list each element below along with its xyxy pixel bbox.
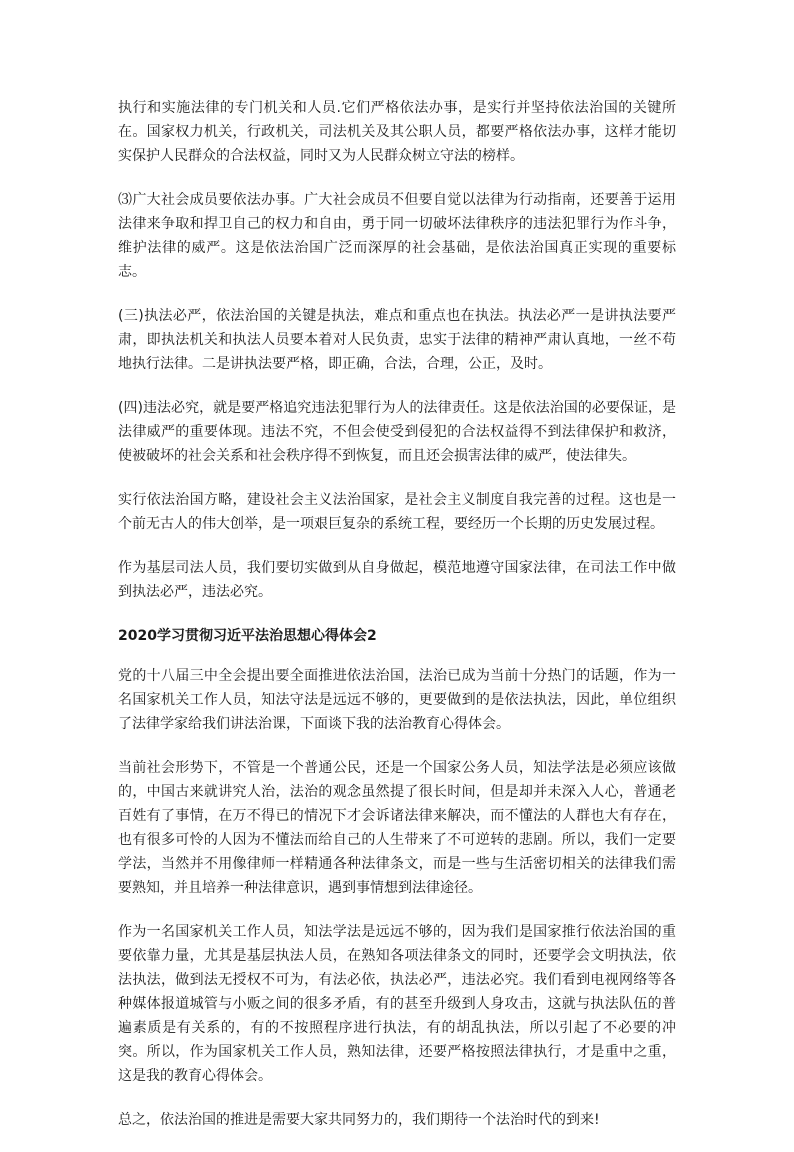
paragraph: 作为基层司法人员，我们要切实做到从自身做起，模范地遵守国家法律，在司法工作中做到执法必严，违法必究。 [118,560,676,600]
paragraph: 总之，依法治国的推进是需要大家共同努力的，我们期待一个法治时代的到来! [118,1112,600,1128]
paragraph: (四)违法必究，就是要严格追究违法犯罪行为人的法律责任。这是依法治国的必要保证，是法律威严的重要体现。违法不究，不但会使受到侵犯的合法权益得不到法律保护和救济，使被破坏的社会关系和社会秩序得不到恢复，而且还会损害法律的威严，使法律失。 [118,400,676,464]
paragraph: 作为一名国家机关工作人员，知法学法是远远不够的，因为我们是国家推行依法治国的重要依靠力量，尤其是基层执法人员，在熟知各项法律条文的同时，还要学会文明执法，依法执法，做到法无授权不可为，有法必依，执法必严，违法必究。我们看到电视网络等各种媒体报道城管与小贩之间的很多矛盾，有的甚至升级到人身攻击，这就与执法队伍的普遍素质是有关系的，有的不按照程序进行执法，有的胡乱执法，所以引起了不必要的冲突。所以，作为国家机关工作人员，熟知法律，还要严格按照法律执行，才是重中之重，这是我的教育心得体会。 [118,924,676,1084]
paragraph: 党的十八届三中全会提出要全面推进依法治国，法治已成为当前十分热门的话题，作为一名国家机关工作人员，知法守法是远远不够的，更要做到的是依法执法，因此，单位组织了法律学家给我们讲法治课，下面谈下我的法治教育心得体会。 [118,668,676,732]
paragraph: (三)执法必严，依法治国的关键是执法，难点和重点也在执法。执法必严一是讲执法要严肃，即执法机关和执法人员要本着对人民负责，忠实于法律的精神严肃认真地，一丝不苟地执行法律。二是讲执法要严格，即正确，合法，合理，公正，及时。 [118,308,676,372]
paragraph: ⑶广大社会成员要依法办事。广大社会成员不但要自觉以法律为行动指南，还要善于运用法律来争取和捍卫自己的权力和自由，勇于同一切破坏法律秩序的违法犯罪行为作斗争，维护法律的威严。这是依法治国广泛而深厚的社会基础，是依法治国真正实现的重要标志。 [118,192,676,280]
document-page [118,96,676,1152]
paragraph: 当前社会形势下，不管是一个普通公民，还是一个国家公务人员，知法学法是必须应该做的，中国古来就讲究人治，法治的观念虽然提了很长时间，但是却并未深入人心，普通老百姓有了事情，在万不得已的情况下才会诉诸法律来解决，而不懂法的人群也大有存在，也有很多可怜的人因为不懂法而给自己的人生带来了不可逆转的悲剧。所以，我们一定要学法，当然并不用像律师一样精通各种法律条文，而是一些与生活密切相关的法律我们需要熟知，并且培养一种法律意识，遇到事情想到法律途径。 [118,760,676,896]
paragraph: 实行依法治国方略，建设社会主义法治国家，是社会主义制度自我完善的过程。这也是一个前无古人的伟大创举，是一项艰巨复杂的系统工程，要经历一个长期的历史发展过程。 [118,492,676,532]
paragraph: 执行和实施法律的专门机关和人员.它们严格依法办事，是实行并坚持依法治国的关键所在。国家权力机关，行政机关，司法机关及其公职人员，都要严格依法办事，这样才能切实保护人民群众的合法权益，同时又为人民群众树立守法的榜样。 [118,100,676,164]
section-heading: 2020学习贯彻习近平法治思想心得体会2 [118,628,377,644]
